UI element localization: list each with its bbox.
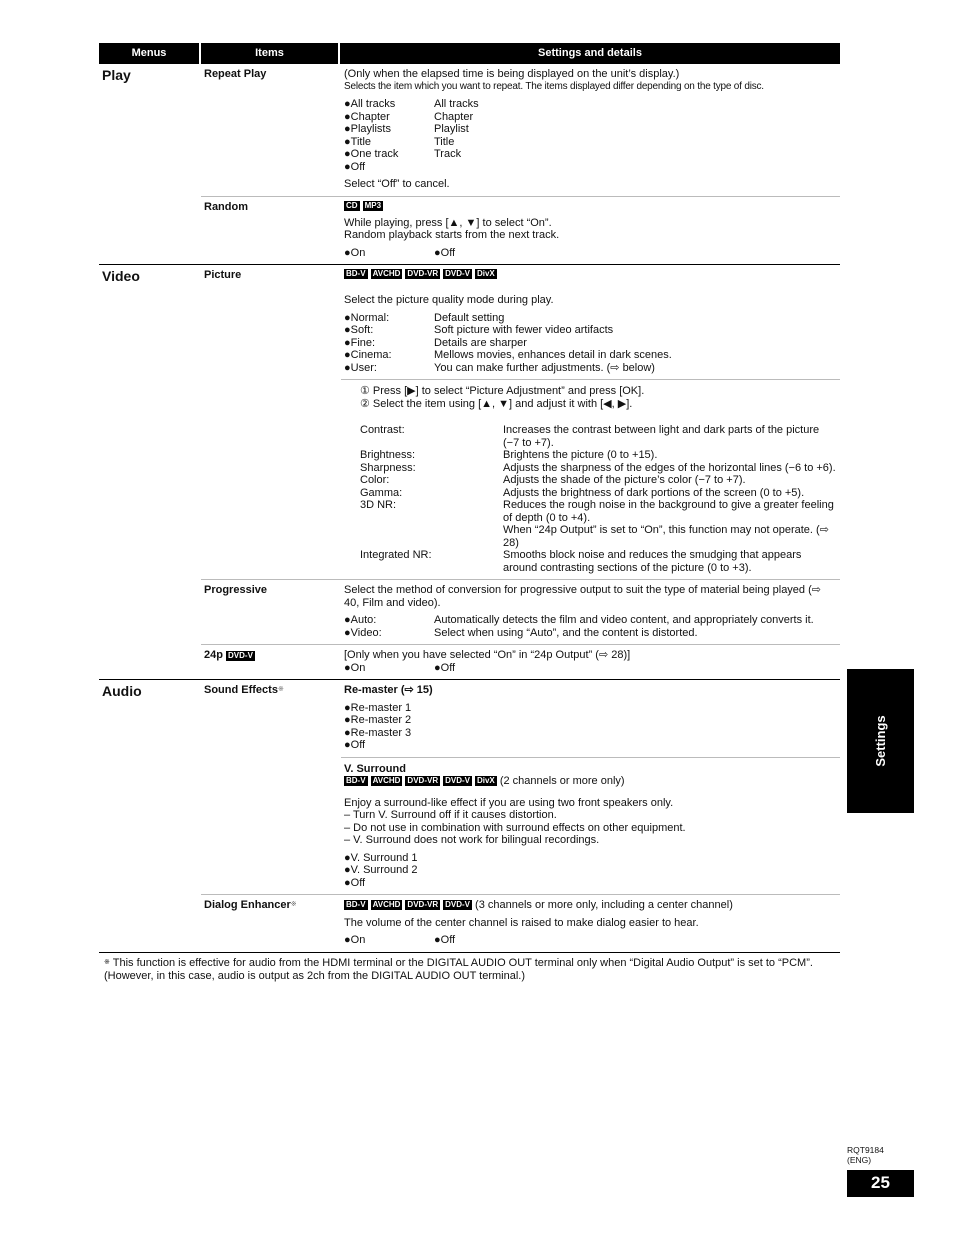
menu-audio: Audio [102, 683, 142, 699]
row-repeat-play [201, 64, 840, 196]
row-progressive [201, 579, 840, 644]
footnote-mark: ※ [277, 686, 284, 693]
adjust-name: Integrated NR: [360, 549, 432, 561]
adjust-name: Contrast: [360, 424, 405, 436]
disc-badge: DVD-VR [407, 269, 439, 278]
adjust-name: Gamma: [360, 486, 403, 499]
option: ●Soft: [344, 324, 374, 336]
row-24p [201, 644, 840, 679]
item-dialog-enhancer-label: Dialog Enhancer [204, 899, 291, 911]
v-surround-intro: Enjoy a surround-like effect if you are using two front speakers only. [344, 796, 674, 809]
option: ●On [344, 246, 366, 259]
adjustment-list [360, 424, 836, 574]
option: ●Off [344, 739, 366, 751]
option: ●Fine: [344, 336, 376, 349]
option: ●Off [434, 246, 456, 259]
footnote-mark: ※ [290, 901, 297, 908]
option: ●Re-master 3 [344, 726, 412, 739]
section-tab-label: Settings [872, 715, 888, 767]
v-surround-title: V. Surround [344, 762, 406, 775]
row-sound-effects [201, 680, 840, 894]
row-random [201, 196, 840, 265]
random-line1: While playing, press [▲, ▼] to select “On”. [344, 216, 552, 229]
item-repeat-play: Repeat Play [204, 68, 267, 80]
adjust-name: Sharpness: [360, 461, 416, 474]
option: ●V. Surround 1 [344, 851, 418, 864]
option-desc: You can make further adjustments. (⇨ below) [434, 361, 655, 374]
v-surround-note: – V. Surround does not work for bilingual recordings. [344, 834, 600, 846]
v-surround-note: – Do not use in combination with surround effects on other equipment. [344, 821, 686, 834]
adjust-desc: Adjusts the shade of the picture’s color (−7 to +7). [503, 474, 746, 486]
footnote-mark: ※ [104, 959, 110, 966]
disc-badge: BD-V [346, 269, 366, 278]
option: ●Off [434, 661, 456, 674]
option-desc: Chapter [434, 110, 474, 123]
option: ●Off [434, 934, 456, 946]
disc-badge: BD-V [346, 776, 366, 786]
disc-badge: BD-V [346, 900, 366, 910]
option-desc: Soft picture with fewer video artifacts [434, 324, 614, 336]
option-desc: Details are sharper [434, 336, 527, 349]
option-desc: Select when using “Auto”, and the content is distorted. [434, 626, 698, 639]
adjust-name: 3D NR: [360, 499, 397, 511]
adjust-desc: Adjusts the sharpness of the edges of the horizontal lines (−6 to +6). [503, 461, 836, 474]
doc-code-number: RQT9184 [847, 1145, 884, 1155]
item-dialog-enhancer [201, 895, 341, 952]
disc-badge: AVCHD [372, 776, 401, 786]
remaster-title: Re-master (⇨ 15) [344, 684, 433, 696]
option: ●Chapter [344, 110, 390, 123]
repeat-options [344, 98, 836, 173]
p24-intro: [Only when you have selected “On” in “24p Output” (⇨ 28)] [344, 649, 631, 661]
v-surround-badge-note: (2 channels or more only) [499, 775, 625, 787]
row-picture [201, 265, 840, 579]
disc-badge: DivX [476, 269, 495, 278]
menu-play: Play [102, 67, 131, 83]
item-random: Random [204, 200, 248, 213]
disc-badge: DVD-VR [407, 900, 439, 910]
disc-badge: DVD-V [445, 776, 470, 786]
progressive-options [344, 614, 836, 639]
group-video [99, 265, 840, 680]
v-surround-note: – Turn V. Surround off if it causes distortion. [344, 809, 557, 821]
option-desc: Automatically detects the film and video content, and appropriately converts it. [434, 614, 814, 626]
option: ●Re-master 2 [344, 714, 412, 726]
page-number: 25 [847, 1170, 914, 1197]
disc-badge: DVD-V [445, 269, 470, 278]
v-surround [341, 757, 840, 890]
table-header [99, 43, 840, 64]
disc-badge: DivX [476, 776, 495, 786]
option: ●Off [344, 876, 366, 889]
dialog-intro: The volume of the center channel is raised to make dialog easier to hear. [344, 916, 699, 929]
disc-badge: DVD-V [445, 900, 470, 910]
disc-badge: AVCHD [372, 269, 401, 278]
disc-badge: AVCHD [372, 900, 401, 910]
adjust-desc: Smooths block noise and reduces the smudging that appears around contrasting sections of the picture (0 to +3). [503, 549, 802, 574]
option: ●User: [344, 361, 377, 374]
disc-badge: DVD-V [228, 651, 253, 660]
option: ●Playlists [344, 123, 391, 135]
step-1: ① Press [▶] to select “Picture Adjustment” and press [OK]. [360, 385, 645, 397]
item-sound-effects-label: Sound Effects [204, 684, 278, 696]
random-line2: Random playback starts from the next track. [344, 229, 560, 241]
option: ●Video: [344, 626, 382, 639]
picture-intro: Select the picture quality mode during play. [344, 294, 554, 306]
adjust-desc: Adjusts the brightness of dark portions of the screen (0 to +5). [503, 486, 805, 499]
option: ●On [344, 934, 366, 946]
adjust-name: Brightness: [360, 449, 416, 461]
disc-badge: CD [346, 200, 358, 210]
doc-code [847, 1145, 884, 1165]
option: ●Off [344, 160, 366, 173]
picture-adjustment [341, 379, 840, 574]
group-audio [99, 680, 840, 953]
row-dialog-enhancer [201, 894, 840, 952]
footnote [104, 957, 824, 982]
remaster-options [344, 702, 836, 752]
group-play [99, 64, 840, 265]
option: ●One track [344, 148, 399, 160]
item-24p [201, 645, 341, 679]
repeat-line2: Selects the item which you want to repeat. The items displayed differ depending on the type of disc. [344, 80, 764, 92]
option: ●V. Surround 2 [344, 864, 418, 876]
option-desc: Playlist [434, 123, 469, 135]
option-desc: Default setting [434, 311, 505, 324]
adjust-name: Color: [360, 474, 390, 486]
header-settings: Settings and details [340, 43, 840, 64]
section-tab [847, 669, 914, 813]
item-sound-effects [201, 680, 341, 894]
disc-badge: DVD-VR [407, 776, 439, 786]
option: ●All tracks [344, 98, 396, 110]
menu-video: Video [102, 268, 140, 284]
option-desc: Track [434, 148, 462, 160]
option: ●Cinema: [344, 349, 392, 361]
header-menus: Menus [99, 43, 199, 64]
option: ●On [344, 661, 366, 674]
item-24p-label: 24p [204, 649, 223, 661]
progressive-intro: Select the method of conversion for progressive output to suit the type of material being played (⇨ 40, Film and video). [344, 584, 821, 609]
settings-table [99, 43, 840, 953]
option-desc [434, 161, 836, 174]
item-progressive: Progressive [204, 584, 267, 596]
dialog-badge-note: (3 channels or more only, including a center channel) [475, 899, 733, 911]
adjust-desc: Increases the contrast between light and dark parts of the picture (−7 to +7). [503, 424, 820, 449]
option: ●Title [344, 135, 372, 148]
doc-code-lang: (ENG) [847, 1155, 872, 1165]
repeat-line1: (Only when the elapsed time is being displayed on the unit’s display.) [344, 68, 680, 80]
option-desc: All tracks [434, 98, 479, 110]
adjust-desc: Brightens the picture (0 to +15). [503, 449, 658, 461]
item-picture: Picture [204, 269, 242, 281]
option: ●Normal: [344, 311, 390, 324]
header-items: Items [201, 43, 338, 64]
step-2: ② Select the item using [▲, ▼] and adjust it with [◀, ▶]. [360, 397, 633, 410]
disc-badge: MP3 [364, 200, 382, 210]
adjust-desc: Reduces the rough noise in the background to give a greater feeling of depth (0 to +4). When “24p Output” is set to “On”, this function may not operate. (⇨ 28) [503, 499, 834, 549]
repeat-note: Select “Off” to cancel. [344, 178, 450, 190]
option: ●Re-master 1 [344, 701, 412, 714]
option: ●Auto: [344, 614, 377, 626]
option-desc: Mellows movies, enhances detail in dark scenes. [434, 349, 672, 361]
option-desc: Title [434, 135, 455, 148]
picture-options [344, 312, 836, 375]
footnote-text: This function is effective for audio from the HDMI terminal or the DIGITAL AUDIO OUT terminal only when “Digital Audio Output” is set to “PCM”. (However, in this case, audio is output as 2ch from the DIGITAL AUDIO OUT terminal.) [104, 957, 813, 982]
